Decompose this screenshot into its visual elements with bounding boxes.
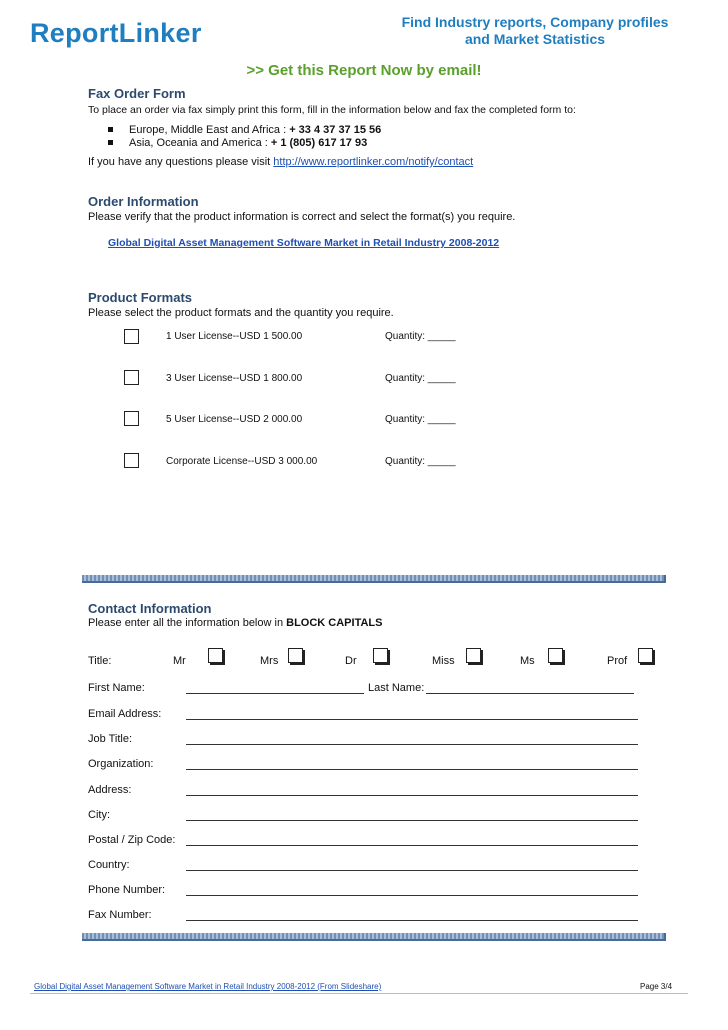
phone-field[interactable]	[186, 895, 638, 896]
organization-field[interactable]	[186, 769, 638, 770]
report-title-link[interactable]: Global Digital Asset Management Software Market in Retail Industry 2008-2012	[108, 237, 500, 249]
first-name-label: First Name:	[88, 682, 145, 694]
bottom-divider	[82, 933, 666, 941]
format-label-1: 1 User License--USD 1 500.00	[166, 331, 303, 342]
title-checkbox-mr[interactable]	[208, 648, 223, 663]
format-quantity-2[interactable]: Quantity: _____	[385, 373, 456, 384]
contact-intro-bold: BLOCK CAPITALS	[286, 617, 383, 629]
title-label: Title:	[88, 655, 112, 667]
organization-label: Organization:	[88, 758, 154, 770]
format-checkbox-4[interactable]	[124, 453, 139, 468]
title-option-dr: Dr	[345, 655, 357, 667]
title-option-mrs: Mrs	[260, 655, 279, 667]
region-2-number: + 1 (805) 617 17 93	[270, 137, 368, 149]
get-report-link[interactable]: >> Get this Report Now by email!	[246, 62, 482, 79]
contact-link[interactable]: http://www.reportlinker.com/notify/contact	[273, 156, 474, 168]
title-checkbox-dr[interactable]	[373, 648, 388, 663]
title-option-miss: Miss	[432, 655, 455, 667]
city-label: City:	[88, 809, 110, 821]
format-quantity-4[interactable]: Quantity: _____	[385, 456, 456, 467]
address-field[interactable]	[186, 795, 638, 796]
tagline-line-2: and Market Statistics	[464, 31, 606, 47]
job-title-label: Job Title:	[88, 733, 133, 745]
format-label-4: Corporate License--USD 3 000.00	[166, 456, 318, 467]
format-checkbox-2[interactable]	[124, 370, 139, 385]
page-number: Page 3/4	[640, 982, 673, 991]
city-field[interactable]	[186, 820, 638, 821]
region-2-label: Asia, Oceania and America :	[129, 137, 271, 149]
header-tagline	[370, 14, 700, 48]
fax-region-2	[108, 137, 367, 149]
first-name-field[interactable]	[186, 693, 364, 694]
section-divider	[82, 575, 666, 583]
format-checkbox-3[interactable]	[124, 411, 139, 426]
address-label: Address:	[88, 784, 132, 796]
last-name-field[interactable]	[426, 693, 634, 694]
order-info-heading: Order Information	[88, 194, 199, 209]
format-checkbox-1[interactable]	[124, 329, 139, 344]
format-quantity-3[interactable]: Quantity: _____	[385, 414, 456, 425]
questions-text: If you have any questions please visit	[88, 156, 274, 168]
fax-order-heading: Fax Order Form	[88, 86, 186, 101]
bullet-icon	[108, 127, 113, 132]
footer-source-link[interactable]: Global Digital Asset Management Software Market in Retail Industry 2008-2012 (From Slideshare)	[34, 982, 382, 991]
postal-code-field[interactable]	[186, 845, 638, 846]
job-title-field[interactable]	[186, 744, 638, 745]
title-checkbox-miss[interactable]	[466, 648, 481, 663]
fax-order-intro: To place an order via fax simply print this form, fill in the information below and fax the completed form to:	[88, 104, 576, 116]
format-quantity-1[interactable]: Quantity: _____	[385, 331, 456, 342]
format-label-3: 5 User License--USD 2 000.00	[166, 414, 303, 425]
title-option-ms: Ms	[520, 655, 535, 667]
title-checkbox-ms[interactable]	[548, 648, 563, 663]
email-field[interactable]	[186, 719, 638, 720]
postal-code-label: Postal / Zip Code:	[88, 834, 176, 846]
questions-line	[88, 156, 473, 168]
title-checkbox-prof[interactable]	[638, 648, 653, 663]
tagline-line-1: Find Industry reports, Company profiles	[401, 14, 669, 30]
contact-info-intro	[88, 617, 382, 629]
title-option-prof: Prof	[607, 655, 628, 667]
footer-rule	[30, 993, 688, 994]
title-option-mr: Mr	[173, 655, 186, 667]
title-checkbox-mrs[interactable]	[288, 648, 303, 663]
country-label: Country:	[88, 859, 130, 871]
contact-info-heading: Contact Information	[88, 601, 212, 616]
email-label: Email Address:	[88, 708, 162, 720]
bullet-icon	[108, 140, 113, 145]
region-1-label: Europe, Middle East and Africa :	[129, 124, 290, 136]
region-1-number: + 33 4 37 37 15 56	[289, 124, 382, 136]
fax-region-1	[108, 124, 381, 136]
order-info-intro: Please verify that the product information is correct and select the format(s) you require.	[88, 211, 516, 223]
fax-number-label: Fax Number:	[88, 909, 152, 921]
country-field[interactable]	[186, 870, 638, 871]
contact-intro-prefix: Please enter all the information below in	[88, 617, 287, 629]
fax-number-field[interactable]	[186, 920, 638, 921]
format-label-2: 3 User License--USD 1 800.00	[166, 373, 303, 384]
product-formats-intro: Please select the product formats and the quantity you require.	[88, 307, 394, 319]
reportlinker-logo[interactable]: ReportLinker	[30, 18, 202, 48]
product-formats-heading: Product Formats	[88, 290, 193, 305]
phone-label: Phone Number:	[88, 884, 166, 896]
last-name-label: Last Name:	[368, 682, 425, 694]
